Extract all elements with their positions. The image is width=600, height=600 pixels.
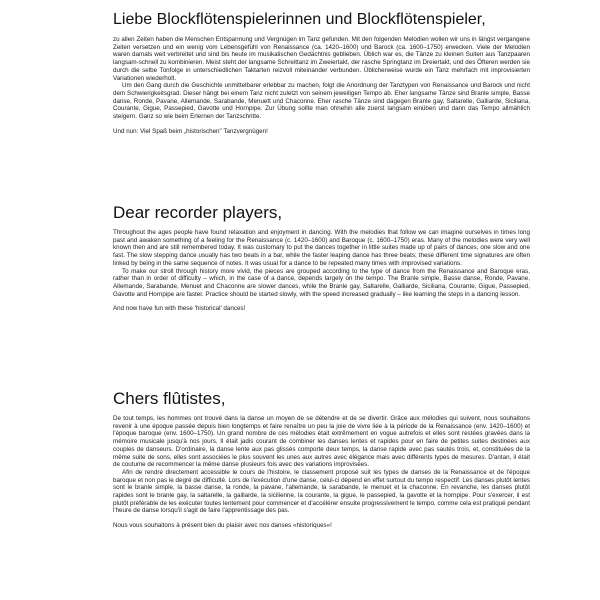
french-closing: Nous vous souhaitons à présent bien du plaisir avec nos danses «historiques»! [113,522,332,530]
german-closing: Und nun: Viel Spaß beim „historischen" Tanzvergnügen! [113,127,268,135]
french-paragraph-1: De tout temps, les hommes ont trouvé dans la danse un moyen de se détendre et de se divertir. Grâce aux mélodies qui suivent, nous souhaitons revenir à une époque passée depuis bien longtemps et faire renaître un peu la joie de vivre liée à la période de la Renaissance (env. 1420–1600) et l'époque baroque (env. 1600–1750). Un grand nombre de ces mélodies était extrêmement en vogue autrefois et elles sont restées gravées dans la mémoire musicale jusqu'à nos jours. Il était jadis courant de combiner les danses lentes et rapides pour en faire de petites suites destinées aux couples de danseurs. D'ordinaire, la danse lente aux pas glissés comporte deux temps, la danse rapide avec pas sautés trois, et, constituées de la même suite de sons, elles sont associées le plus souvent les unes aux autres avec élégance mais avec différents types de mesures. D'antan, il était de coutume de recommencer la même danse plusieurs fois avec des variations improvisées. [113,415,530,469]
german-heading: Liebe Blockflötenspielerinnen und Blockflötenspieler, [113,11,486,28]
english-heading: Dear recorder players, [113,203,283,222]
english-paragraph-1: Throughout the ages people have found relaxation and enjoyment in dancing. With the melodies that follow we can imagine ourselves in times long past and awaken something of a feeling for the Renaissance (c. 1420–1600) and Baroque (c. 1600–1750) eras. Many of the melodies were very well known then and are still remembered today. It was customary to put the dances together in little suites made up of pairs of dances, one slow and one fast. The slow stepping dance usually has two beats in a bar, while the faster leaping dance has three beats; these different time signatures are often linked by being in the same sequence of notes. It was usual for a dance to be repeated many times with improvised variations. [113,229,530,267]
german-paragraph-1: zu allen Zeiten haben die Menschen Entspannung und Vergnügen im Tanz gefunden. Mit den folgenden Melodien wollen wir uns in längst vergangene Zeiten versetzen und ein wenig vom Lebensgefühl von Renaissance (ca. 1420–1600) und Barock (ca. 1600–1750) erwecken. Viele der Melodien waren damals weit verbreitet und sind bis heute im musikalischen Gedächtnis geblieben. Üblich war es, die Tänze zu kleinen Suiten aus Tanzpaaren langsam-schnell zu kombinieren. Meist steht der langsame Schreittanz im Zweiertakt, der rasche Springtanz im Dreiertakt, und des Öfteren werden sie durch die selbe Tonfolge in unterschiedlichen Taktarten reizvoll miteinander verbunden. Üblicherweise wurde ein Tanz mehrfach mit improvisierten Variationen wiederholt. [113,36,530,82]
german-paragraph-2: Um den Gang durch die Geschichte unmittelbarer erlebbar zu machen, folgt die Anordnung der Tanztypen von Renaissance und Barock und nicht dem Schwierigkeitsgrad. Dieser hängt bei einem Tanz nicht zuletzt von seinem jeweiligen Tempo ab. Eher langsame Tänze sind Branle simple, Basse danse, Ronde, Pavane, Allemande, Sarabande, Menuett und Chaconne. Eher rasche Tänze sind dagegen Branle gay, Saltarelle, Galliarde, Siciliana, Courante, Gigue, Passepied, Gavotte und Hornpipe. Zur Übung sollte man ohnehin alle zuerst langsam einüben und dann das Tempo allmählich steigern. Ganz so wie beim Erlernen der Tanzschritte. [113,82,530,121]
german-section [113,10,530,135]
english-paragraph-2: To make our stroll through history more vivid, the pieces are grouped according to the type of dance from the Renaissance and Baroque eras, rather than in order of difficulty – which, in the case of a dance, depends largely on the tempo. The Branle simple, Basse danse, Ronde, Pavane, Allemande, Sarabande, Menuet and Chaconne are slower dances, while the Branle gay, Saltarelle, Galliarde, Siciliana, Courante, Gigue, Passepied, Gavotte and Hornpipe are faster. Practice should be started slowly, with the speed increased gradually – like learning the steps in a dancing lesson. [113,267,530,298]
french-section [113,389,530,530]
french-heading: Chers flûtistes, [113,389,226,408]
english-section [113,203,530,313]
french-paragraph-2: Afin de rendre directement accessible le cours de l'histoire, le classement proposé suit les types de danses de la Renaissance et de l'époque baroque et non pas le degré de difficulté. Lors de l'exécution d'une danse, celui-ci dépend en effet surtout du tempo respectif. Les danses plutôt lentes sont le branle simple, la basse danse, la ronde, la pavane, l'allemande, la sarabande, le menuet et la chaconne. En revanche, les danses plutôt rapides sont le branle gay, la saltarelle, la gaillarde, la sicilienne, la courante, la gigue, le passepied, la gavotte et la hornpipe. Pour s'exercer, il est plutôt préférable de les exécuter toutes lentement pour commencer et d'accélérer ensuite progressivement le tempo, comme cela est pratiqué pendant l'heure de danse lorsqu'il s'agit de faire l'apprentissage des pas. [113,468,530,515]
english-closing: And now have fun with these 'historical' dances! [113,305,246,313]
